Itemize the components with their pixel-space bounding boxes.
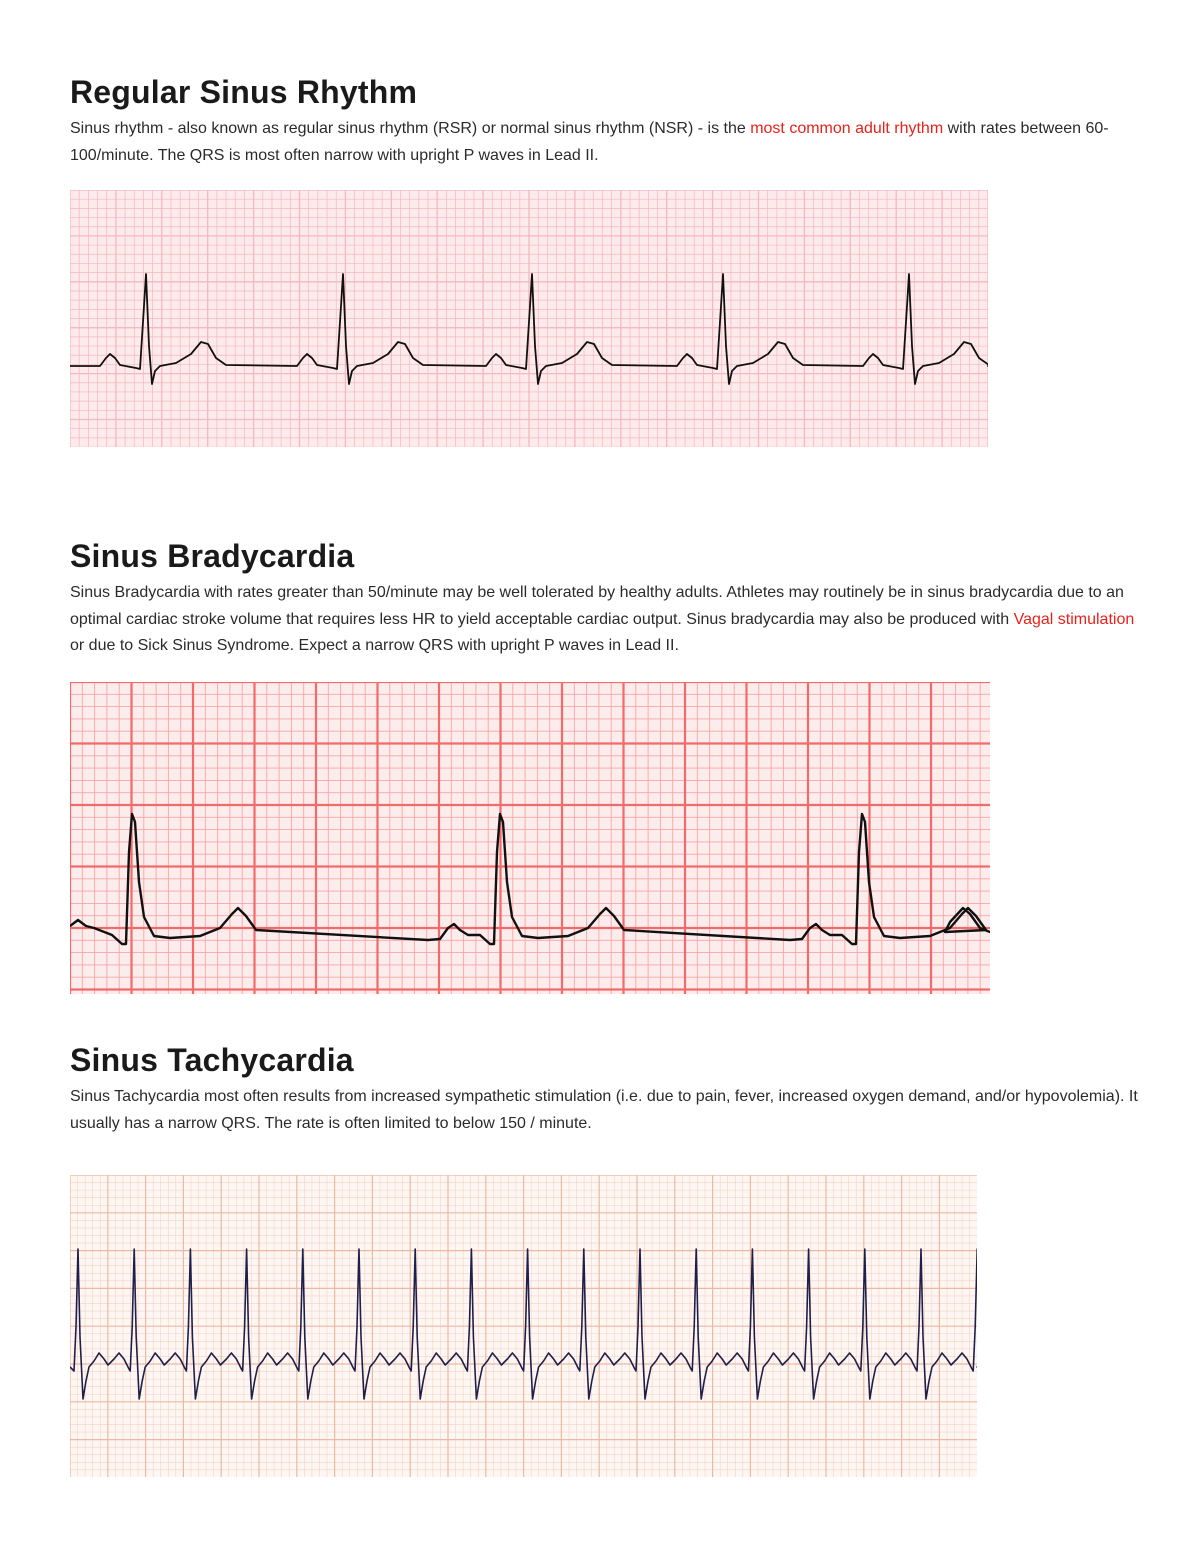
heading-sinus-bradycardia: Sinus Bradycardia (70, 538, 355, 574)
regular-sinus-rhythm-strip (70, 190, 988, 447)
sinus-bradycardia-strip (70, 682, 990, 994)
paragraph-sinus-bradycardia (70, 580, 1140, 660)
text-part: Sinus Bradycardia with rates greater than 50/minute may be well tolerated by healthy adults. Athletes may routinely be in sinus bradycardia due to an optimal cardiac stroke volume that requires less HR to yield acceptable cardiac output. Sinus bradycardia may also be produced with (70, 584, 1124, 628)
text-part: Sinus Tachycardia most often results from increased sympathetic stimulation (i.e. due to pain, fever, increased oxygen demand, and/or hypovolemia). It usually has a narrow QRS. The rate is often limited to below 150 / minute. (70, 1088, 1138, 1132)
paragraph-sinus-tachycardia (70, 1084, 1140, 1137)
ecg-strip-2 (70, 682, 990, 994)
highlight-most-common-adult-rhythm: most common adult rhythm (750, 120, 944, 137)
text-part: with rates between 60-100/minute. The QRS is most often narrow with upright P waves in Lead II. (70, 120, 1109, 164)
ecg-strip-1 (70, 190, 988, 447)
grid-lines (70, 1175, 977, 1477)
grid-background (70, 682, 990, 994)
heading-regular-sinus-rhythm: Regular Sinus Rhythm (70, 74, 418, 110)
sinus-tachycardia-strip (70, 1175, 977, 1477)
paragraph-regular-sinus-rhythm (70, 116, 1140, 169)
section-regular-sinus-rhythm (70, 72, 1140, 169)
ecg-strip-3 (70, 1175, 977, 1477)
highlight-vagal-stimulation: Vagal stimulation (1013, 610, 1135, 628)
text-part: or due to Sick Sinus Syndrome. Expect a narrow QRS with upright P waves in Lead II. (70, 637, 679, 654)
heading-sinus-tachycardia: Sinus Tachycardia (70, 1042, 354, 1078)
text-part: Sinus rhythm - also known as regular sinus rhythm (RSR) or normal sinus rhythm (NSR) - is the (70, 120, 751, 137)
section-sinus-tachycardia (70, 1040, 1140, 1137)
section-sinus-bradycardia (70, 536, 1140, 660)
